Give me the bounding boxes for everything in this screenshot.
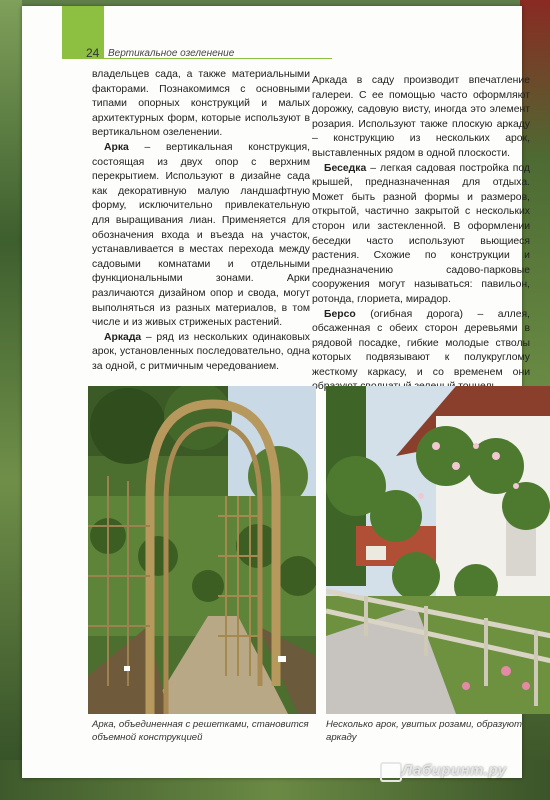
background-garden-left xyxy=(0,0,22,800)
paragraph: владельцев сада, а также материальными факторами. Познакомимся с основными типами опорных конструкций и малых архитектурных форм, которые используют в вертикальном озеленении. xyxy=(92,69,310,139)
term-gazebo: Беседка xyxy=(324,162,367,174)
arcade-photo-illustration xyxy=(326,386,550,714)
text-column-right xyxy=(312,74,530,395)
paragraph-berceau: Берсо (огибная дорога) – аллея, обсаженная с обеих сторон деревьями в рядовой посадке, гибкие молодые стволы которых подвязывают к полукруглому жесткому каркасу, и со временем они xyxy=(312,308,530,378)
paragraph: Аркада в саду производит впечатление галереи. С ее помощью часто оформляют дорожку, садовую висту, иногда это элемент розария. Используют также плоскую аркаду – конструкцию из нескольких арок, выставленных рядом в одной плоскости. xyxy=(312,75,530,159)
paragraph-gazebo: Беседка – легкая садовая постройка под крышей, предназначенная для отдыха. Может быть разной формы и размеров, открытой, частично закрытой с нескольких сторон или застекленной. В оформлении беседки часто используют вьющиеся растения. Схожие по конструкции и предназначению садово-парковые сооружения могут называться: павильон, ротонда, глориета, мирадор. xyxy=(312,162,530,305)
photo-rose-arcade xyxy=(326,386,550,714)
book-page xyxy=(22,6,530,778)
watermark-logo-icon xyxy=(380,762,402,782)
text-column-left xyxy=(92,68,310,374)
paragraph-arcade: Аркада – ряд из нескольких одинаковых арок, установленных последовательно, одна за одной, с ритмичным чередованием. xyxy=(92,331,310,372)
term-berceau: Берсо xyxy=(324,308,356,320)
photo-arch-with-trellis xyxy=(88,386,316,714)
term-arch: Арка xyxy=(104,141,129,153)
arch-photo-illustration xyxy=(88,386,316,714)
caption-right-photo: Несколько арок, увитых розами, образуют аркаду xyxy=(326,719,522,743)
watermark: Лабиринт.ру xyxy=(402,762,507,779)
caption-left-photo: Арка, объединенная с решетками, становится объемной конструкцией xyxy=(92,719,309,743)
term-arcade: Аркада xyxy=(104,331,142,343)
page-number: 24 xyxy=(86,46,100,60)
paragraph-arch: Арка – вертикальная конструкция, состоящая из двух опор с верхним перекрытием. Используют в дизайне сада как декоративную малую ландшафтную форму, исключительно привлекательную для выращивания лиан. Применяется для обозначения входа и въезда на участок, устанавливается в местах перехода между садовыми комнатами и отдельными функциональными зонами. Арки различаются дизайном опор и свода, могут выполняться из разных материалов, в том числе и из живых стриженых растений. xyxy=(92,141,310,329)
running-title: Вертикальное озеленение xyxy=(108,48,235,59)
